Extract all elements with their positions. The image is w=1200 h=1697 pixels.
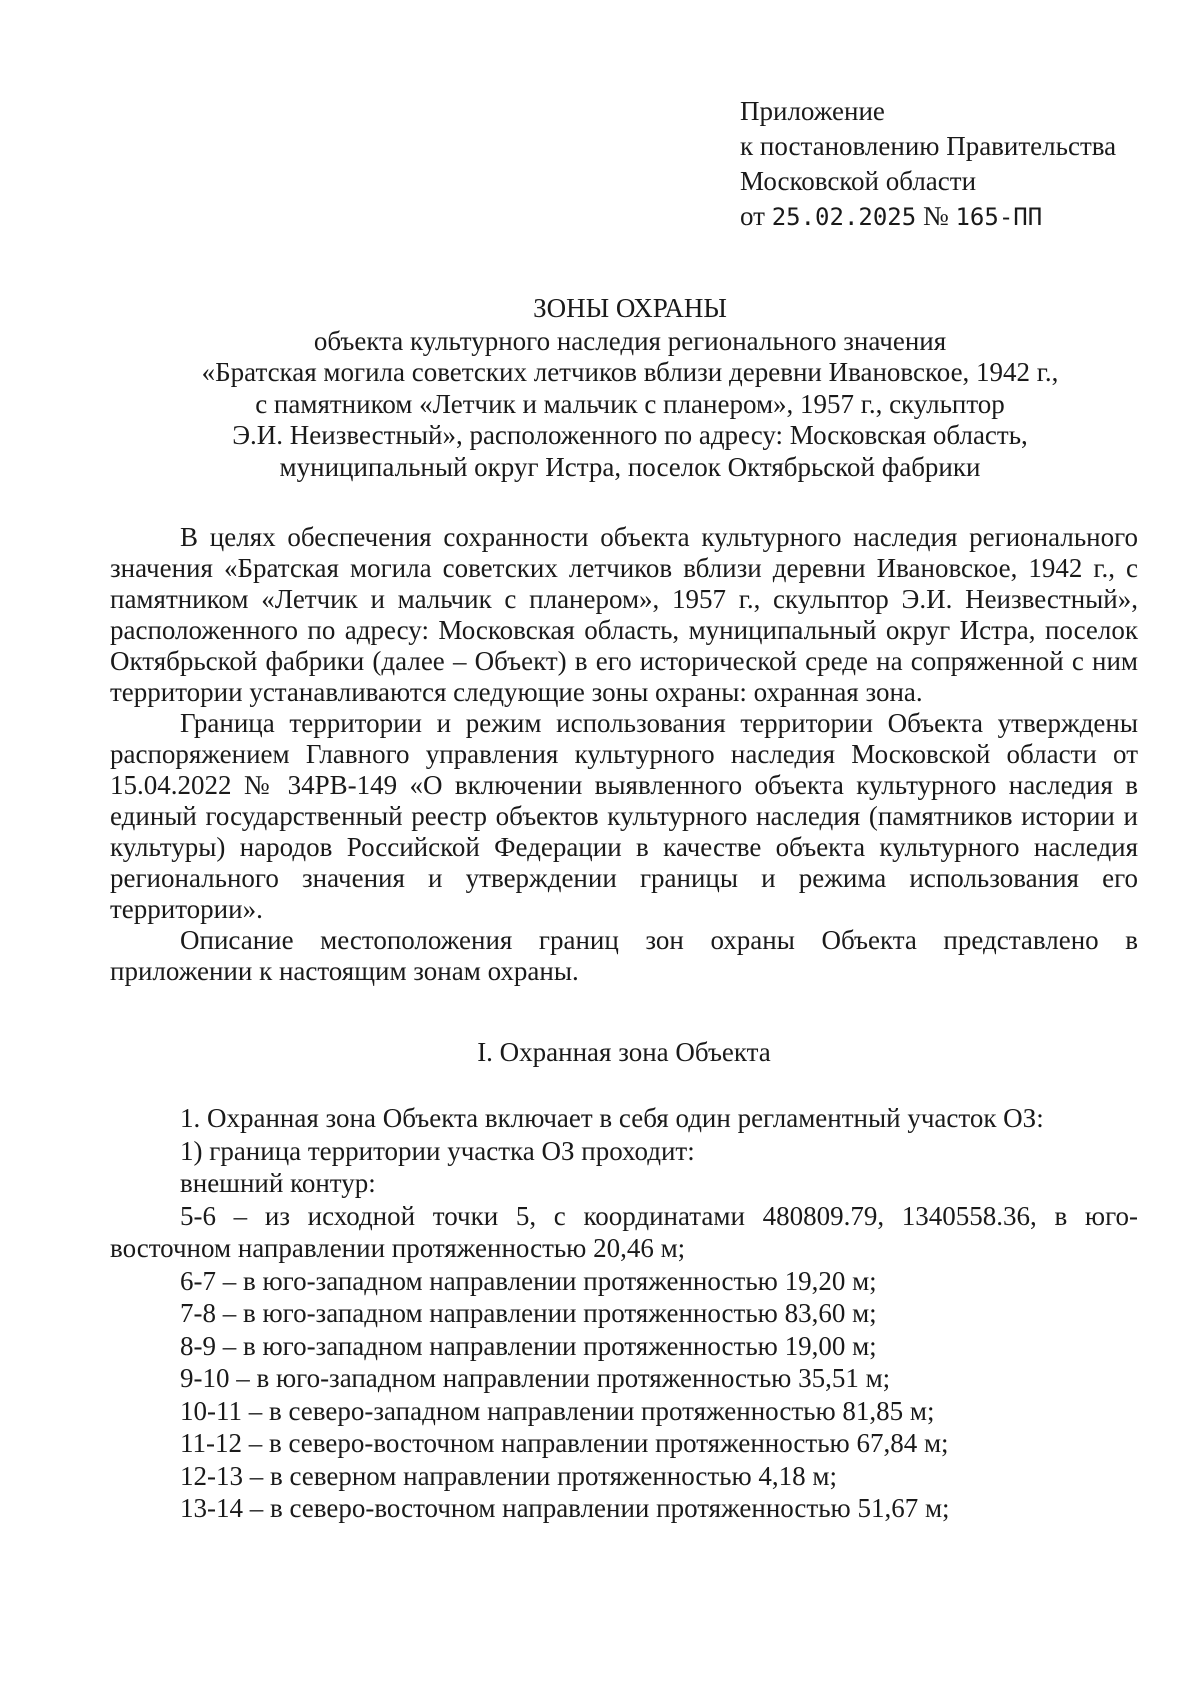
list-item: 12-13 – в северном направлении протяженностью 4,18 м; — [180, 1460, 838, 1491]
list-item: 1) граница территории участка ОЗ проходит: — [180, 1135, 695, 1166]
list-item: 1. Охранная зона Объекта включает в себя один регламентный участок ОЗ: — [180, 1103, 1044, 1133]
paragraph-description: Описание местоположения границ зон охраны Объекта представлено в приложении к настоящим зонам охраны. — [110, 925, 1138, 986]
paragraph-boundary: Граница территории и режим использования территории Объекта утверждены распоряжением Главного управления культурного наследия Московской области от 15.04.2022 № 34РВ-149 «О включении выявленного объекта культурного наследия в единый государственный реестр объектов культурного наследия (памятников истории и культуры) народов Российской Федерации в качестве объекта культурного наследия регионального значения и утверждении границы и режима использования его территории». — [110, 708, 1138, 924]
heading-line: муниципальный округ Истра, поселок Октябрьской фабрики — [279, 451, 981, 482]
approval-block — [740, 94, 1116, 235]
document-title: ЗОНЫ ОХРАНЫ — [533, 293, 727, 323]
approval-date-line — [740, 199, 1116, 235]
list-item: внешний контур: — [180, 1168, 376, 1198]
approval-line-3: Московской области — [740, 166, 977, 196]
list-item: 6-7 – в юго-западном направлении протяженностью 19,20 м; — [180, 1265, 877, 1296]
list-item: 13-14 – в северо-восточном направлении протяженностью 51,67 м; — [180, 1493, 950, 1523]
paragraph-purpose: В целях обеспечения сохранности объекта культурного наследия регионального значения «Братская могила советских летчиков вблизи деревни Ивановское, 1942 г., с памятником «Летчик и мальчик с планером», 1957 г., скульптор Э.И. Неизвестный», расположенного по адресу: Московская область, муниципальный округ Истра, поселок Октябрьской фабрики (далее – Объект) в его исторической среде на сопряженной с ним территории устанавливаются следующие зоны охраны: охранная зона. — [110, 522, 1138, 707]
list-item: 7-8 – в юго-западном направлении протяженностью 83,60 м; — [180, 1298, 877, 1328]
list-item: 10-11 – в северо-западном направлении протяженностью 81,85 м; — [180, 1395, 935, 1426]
approval-line-2: к постановлению Правительства — [740, 131, 1117, 161]
document-body — [110, 522, 1138, 1525]
approval-number: 165-ПП — [955, 203, 1043, 231]
section-title: I. Охранная зона Объекта — [477, 1037, 771, 1067]
heading-line: «Братская могила советских летчиков вблизи деревни Ивановское, 1942 г., — [201, 357, 1059, 387]
document-heading — [110, 293, 1150, 483]
list-item: 11-12 – в северо-восточном направлении протяженностью 67,84 м; — [180, 1428, 949, 1458]
heading-line: Э.И. Неизвестный», расположенного по адресу: Московская область, — [232, 420, 1028, 450]
boundary-list — [110, 1102, 1138, 1525]
list-item: 9-10 – в юго-западном направлении протяженностью 35,51 м; — [180, 1363, 891, 1393]
list-item: 8-9 – в юго-западном направлении протяженностью 19,00 м; — [180, 1330, 877, 1361]
approval-number-sign: № — [922, 201, 949, 231]
approval-line-1: Приложение — [740, 96, 885, 126]
heading-line: с памятником «Летчик и мальчик с планером», 1957 г., скульптор — [255, 388, 1005, 419]
approval-date: 25.02.2025 — [771, 203, 917, 231]
heading-line: объекта культурного наследия регионального значения — [313, 325, 947, 356]
approval-date-prefix: от — [740, 201, 765, 231]
list-item: 5-6 – из исходной точки 5, с координатами 480809.79, 1340558.36, в юго-восточном направлении протяженностью 20,46 м; — [110, 1200, 1138, 1263]
